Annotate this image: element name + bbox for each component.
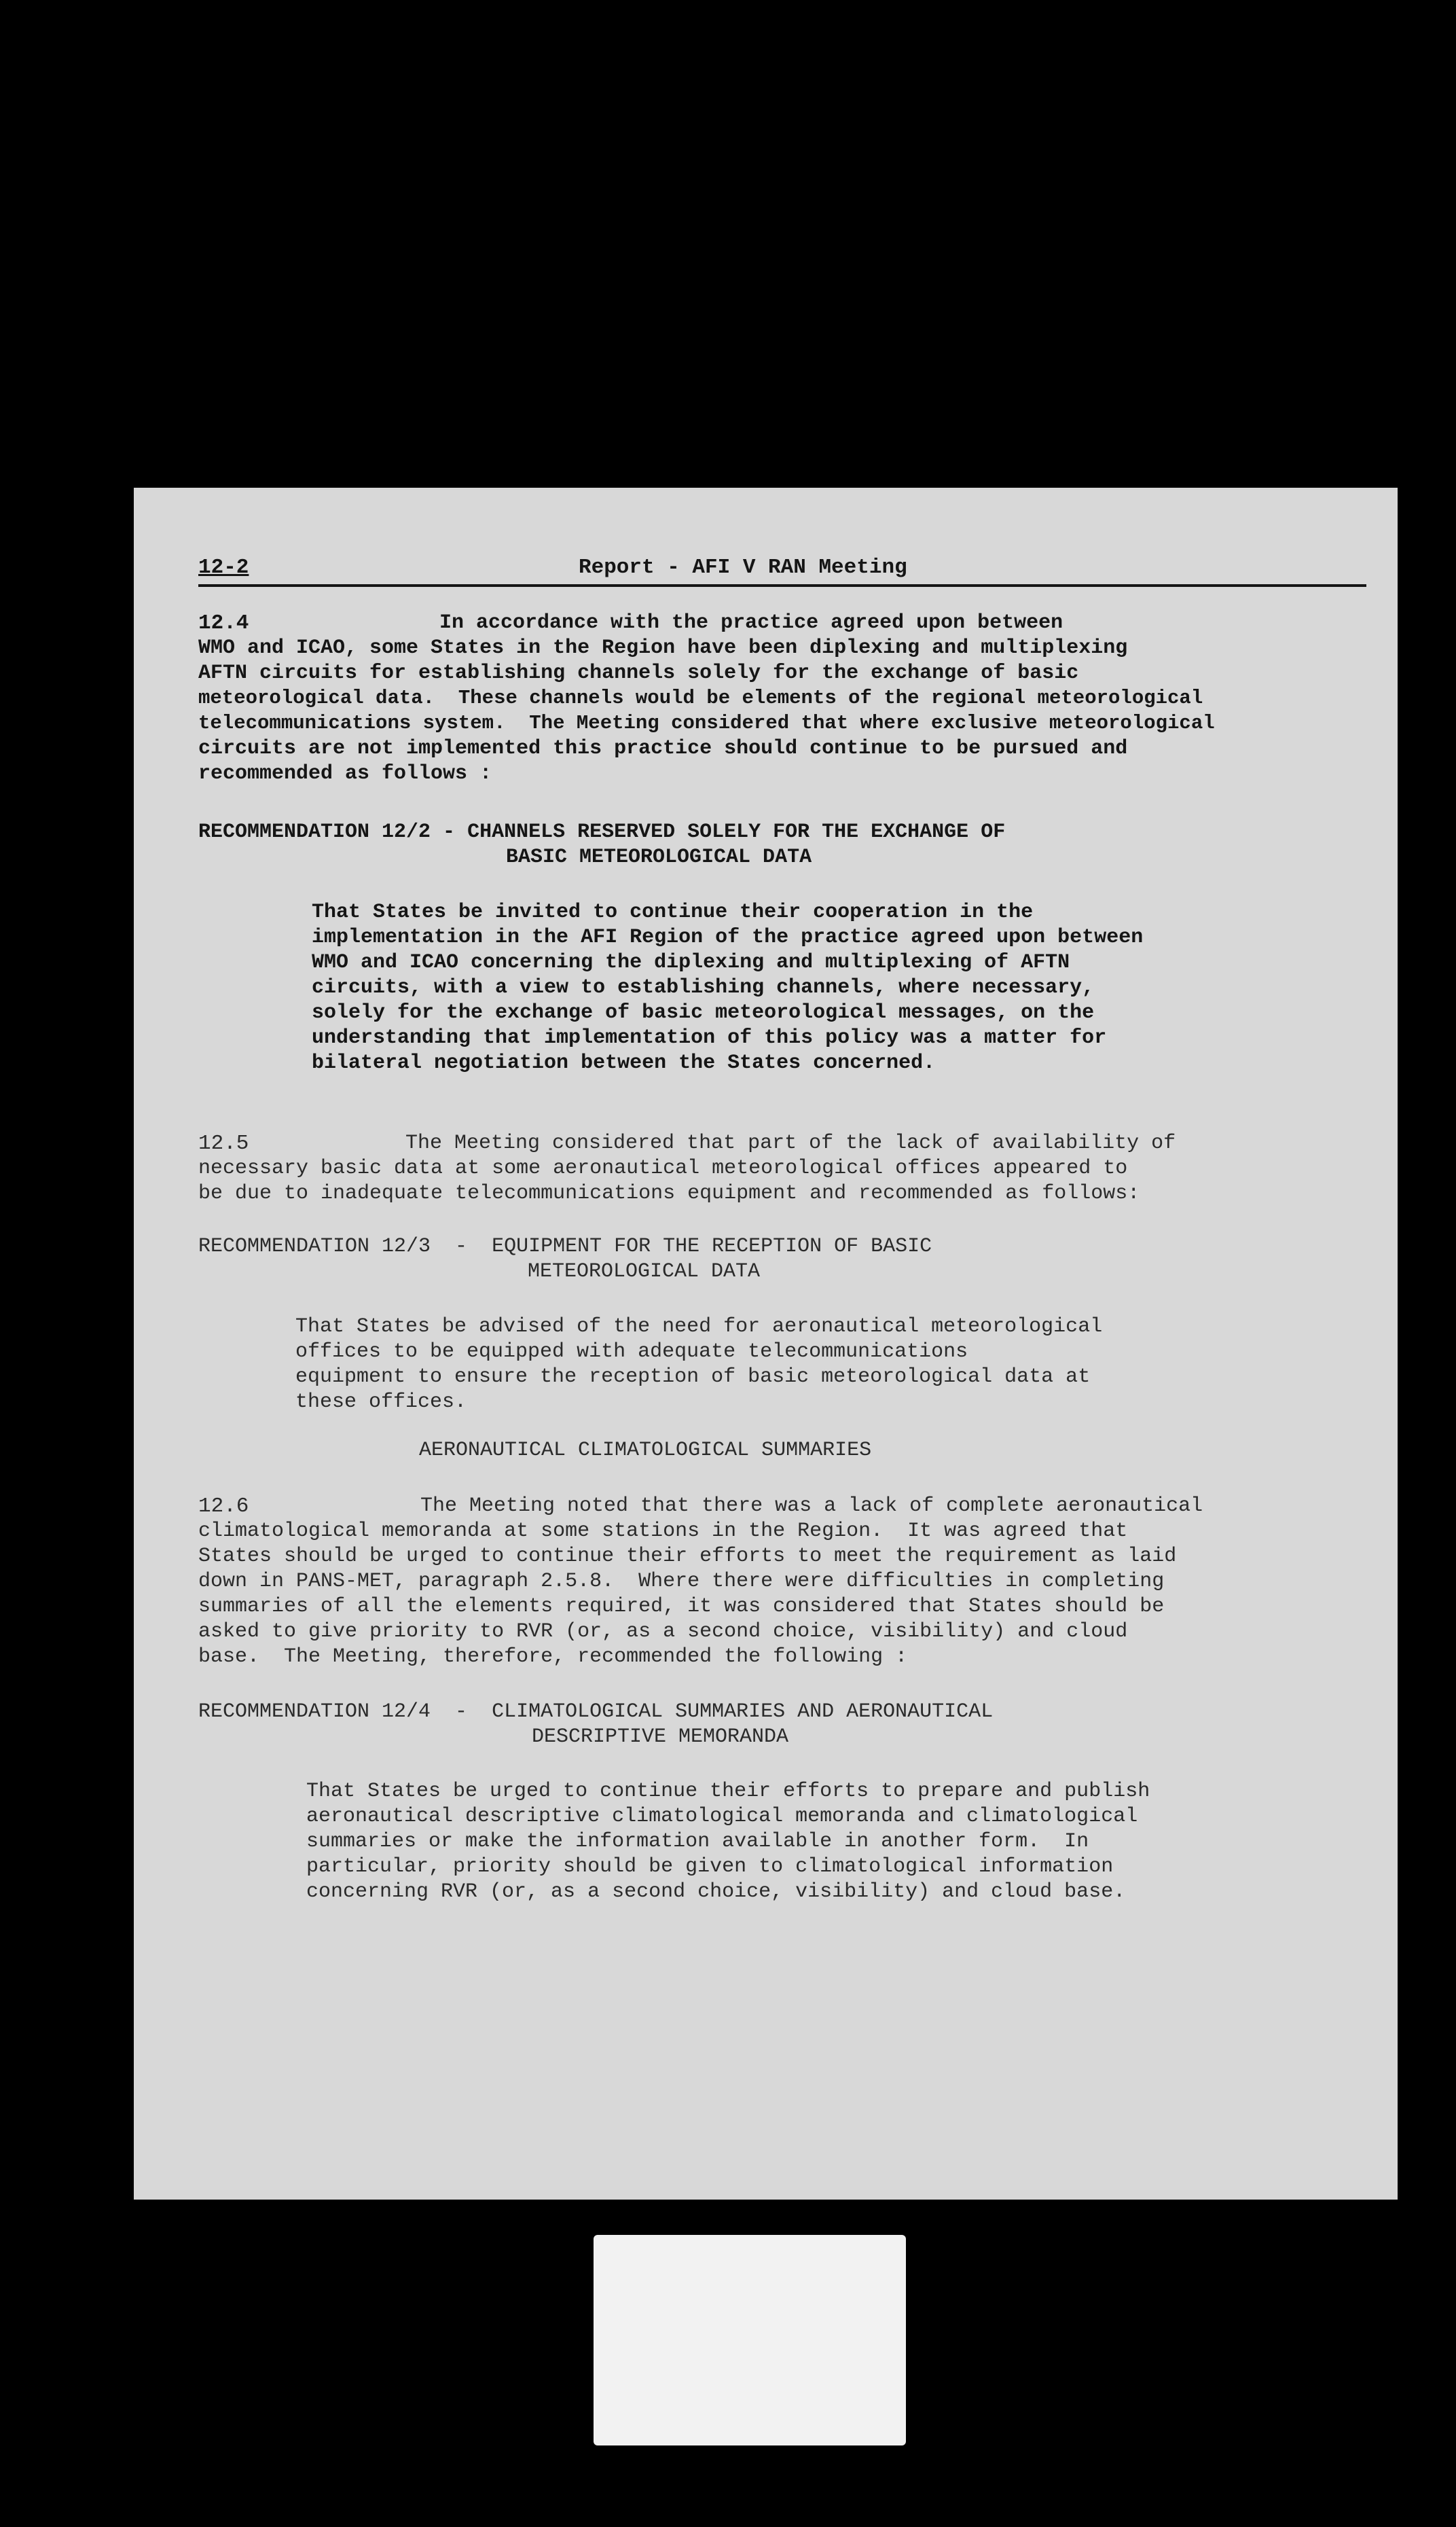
paragraph-number-12-5: 12.5: [198, 1132, 249, 1155]
paragraph-line: In accordance with the practice agreed upon between: [439, 611, 1063, 634]
paragraph-line: climatological memoranda at some stations in the Region. It was agreed that: [198, 1520, 1128, 1543]
recommendation-body-line: implementation in the AFI Region of the practice agreed upon between: [312, 926, 1144, 949]
recommendation-body-line: aeronautical descriptive climatological memoranda and climatological: [306, 1805, 1138, 1828]
page-number: 12-2: [198, 556, 249, 579]
paragraph-number-12-4: 12.4: [198, 611, 249, 635]
paragraph-line: The Meeting considered that part of the lack of availability of: [405, 1132, 1176, 1155]
recommendation-heading: RECOMMENDATION 12/4 - CLIMATOLOGICAL SUMMARIES AND AERONAUTICAL: [198, 1700, 994, 1723]
paragraph-line: telecommunications system. The Meeting considered that where exclusive meteorological: [198, 712, 1215, 734]
recommendation-body-line: That States be advised of the need for aeronautical meteorological: [295, 1315, 1103, 1338]
paragraph-line: AFTN circuits for establishing channels solely for the exchange of basic: [198, 662, 1079, 685]
paragraph-line: be due to inadequate telecommunications equipment and recommended as follows:: [198, 1182, 1140, 1205]
recommendation-heading: BASIC METEOROLOGICAL DATA: [506, 846, 812, 869]
recommendation-body-line: solely for the exchange of basic meteorological messages, on the: [312, 1001, 1095, 1024]
recommendation-body-line: these offices.: [295, 1391, 467, 1414]
recommendation-heading: DESCRIPTIVE MEMORANDA: [532, 1725, 789, 1749]
recommendation-heading: RECOMMENDATION 12/3 - EQUIPMENT FOR THE RECEPTION OF BASIC: [198, 1235, 932, 1258]
paragraph-line: WMO and ICAO, some States in the Region have been diplexing and multiplexing: [198, 637, 1128, 660]
paragraph-line: recommended as follows :: [198, 762, 492, 785]
recommendation-body-line: particular, priority should be given to climatological information: [306, 1855, 1114, 1878]
recommendation-heading: RECOMMENDATION 12/2 - CHANNELS RESERVED SOLELY FOR THE EXCHANGE OF: [198, 821, 1006, 844]
recommendation-body-line: summaries or make the information available in another form. In: [306, 1830, 1089, 1853]
document-page: [134, 488, 1398, 2200]
paragraph-line: States should be urged to continue their efforts to meet the requirement as laid: [198, 1545, 1177, 1568]
paragraph-line: asked to give priority to RVR (or, as a second choice, visibility) and cloud: [198, 1620, 1128, 1643]
recommendation-body-line: equipment to ensure the reception of basic meteorological data at: [295, 1365, 1091, 1388]
page-title: Report - AFI V RAN Meeting: [579, 556, 907, 579]
paragraph-line: circuits are not implemented this practice should continue to be pursued and: [198, 737, 1128, 760]
recommendation-body-line: understanding that implementation of this policy was a matter for: [312, 1026, 1107, 1050]
recommendation-body-line: offices to be equipped with adequate telecommunications: [295, 1340, 968, 1363]
paragraph-line: meteorological data. These channels would be elements of the regional meteorological: [198, 687, 1203, 709]
recommendation-heading: METEOROLOGICAL DATA: [528, 1260, 761, 1283]
recommendation-body-line: WMO and ICAO concerning the diplexing and multiplexing of AFTN: [312, 951, 1070, 974]
recommendation-body-line: That States be urged to continue their efforts to prepare and publish: [306, 1780, 1150, 1803]
recommendation-body-line: bilateral negotiation between the States concerned.: [312, 1052, 936, 1075]
paragraph-line: necessary basic data at some aeronautical meteorological offices appeared to: [198, 1157, 1128, 1180]
recommendation-body-line: circuits, with a view to establishing channels, where necessary,: [312, 976, 1095, 999]
recommendation-body-line: That States be invited to continue their cooperation in the: [312, 901, 1034, 924]
recommendation-body-line: concerning RVR (or, as a second choice, visibility) and cloud base.: [306, 1880, 1126, 1903]
paragraph-line: The Meeting noted that there was a lack of complete aeronautical: [420, 1494, 1203, 1518]
paragraph-line: summaries of all the elements required, it was considered that States should be: [198, 1595, 1165, 1618]
paragraph-number-12-6: 12.6: [198, 1494, 249, 1518]
page-header: [198, 556, 1366, 587]
paragraph-line: down in PANS-MET, paragraph 2.5.8. Where there were difficulties in completing: [198, 1570, 1165, 1593]
film-frame-tab: [594, 2235, 906, 2445]
section-heading: AERONAUTICAL CLIMATOLOGICAL SUMMARIES: [419, 1439, 872, 1462]
paragraph-line: base. The Meeting, therefore, recommended the following :: [198, 1645, 908, 1668]
